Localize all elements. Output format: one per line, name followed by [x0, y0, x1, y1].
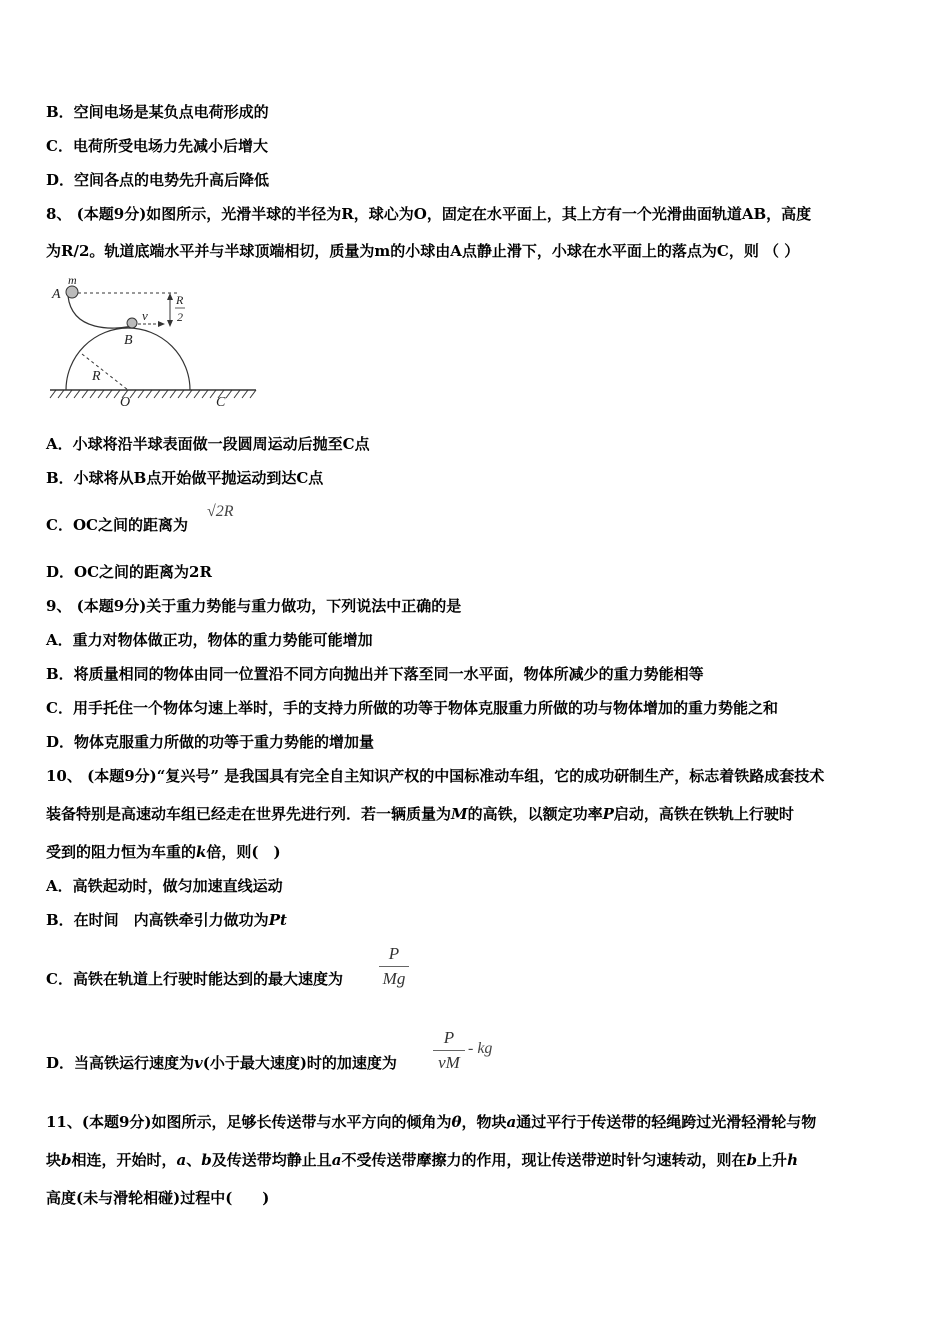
q11-theta: θ — [451, 1113, 462, 1131]
q10-option-c: C．高铁在轨道上行驶时能达到的最大速度为 — [46, 970, 343, 988]
q10-option-d-a: D．当高铁运行速度为 — [46, 1054, 195, 1072]
q11-stem1b: ，物块 — [461, 1113, 507, 1131]
q10-stem-line1: 10、 (本题9分)“复兴号” 是我国具有完全自主知识产权的中国标准动车组，它的成功研制生产，标志着铁路成套技术 — [46, 767, 825, 785]
fig-label-half-num: R — [176, 293, 184, 307]
fig-label-c: C — [216, 395, 226, 408]
q10-stem-line2 — [46, 804, 794, 824]
q10-option-c-num: P — [388, 944, 400, 963]
q8-figure — [44, 272, 264, 408]
fig-label-v: v — [142, 308, 148, 323]
q8-stem-line1: 8、 (本题9分)如图所示，光滑半球的半径为R，球心为O，固定在水平面上，其上方有一个光滑曲面轨道AB，高度 — [46, 205, 812, 223]
q10-option-b-text: B．在时间 内高铁牵引力做功为 — [46, 911, 269, 929]
q11-a3: a — [331, 1151, 342, 1169]
q10-var-p: P — [602, 805, 614, 823]
fig-label-a: A — [52, 287, 61, 302]
q11-b1: b — [61, 1151, 72, 1169]
q9-option-d: D．物体克服重力所做的功等于重力势能的增加量 — [46, 733, 375, 751]
q7-option-d: D．空间各点的电势先升高后降低 — [46, 171, 270, 189]
fig-label-r: R — [92, 369, 101, 384]
q10-stem-line3 — [46, 842, 281, 862]
q11-stem2c: 、 — [186, 1151, 202, 1169]
q10-stem2a: 装备特别是高速动车组已经走在世界先进行列．若一辆质量为 — [46, 805, 452, 823]
fig-label-m: m — [68, 273, 77, 287]
q10-option-d — [46, 1053, 397, 1073]
fig-label-o: O — [120, 395, 131, 408]
q10-stem3a: 受到的阻力恒为车重的 — [46, 843, 197, 861]
q11-stem2f: 上升 — [757, 1151, 788, 1169]
q11-stem2a: 块 — [46, 1151, 62, 1169]
q8-option-b: B．小球将从B点开始做平抛运动到达C点 — [46, 469, 324, 487]
q8-option-a: A．小球将沿半球表面做一段圆周运动后抛至C点 — [46, 435, 370, 453]
q7-option-b: B．空间电场是某负点电荷形成的 — [46, 103, 269, 121]
q8-stem-line2: 为R/2。轨道底端水平并与半球顶端相切，质量为m的小球由A点静止滑下，小球在水平面上的落点为C，则 （ ） — [46, 242, 800, 260]
q10-stem3b: 倍，则( ) — [206, 843, 281, 861]
q10-option-d-den: vM — [438, 1053, 460, 1072]
q10-stem2c: 启动，高铁在铁轨上行驶时 — [613, 805, 794, 823]
fig-label-b: B — [124, 333, 133, 348]
q11-stem-line1 — [46, 1112, 816, 1132]
q11-stem-line2 — [46, 1150, 798, 1170]
q8-option-d: D．OC之间的距离为2R — [46, 563, 212, 581]
q11-stem-line3: 高度(未与滑轮相碰)过程中( ) — [46, 1189, 270, 1207]
q10-option-c-den: Mg — [382, 969, 406, 988]
q10-var-k: k — [196, 843, 207, 861]
q10-option-b — [46, 910, 287, 930]
q10-option-d-fraction — [433, 1028, 465, 1073]
q10-option-a: A．高铁起动时，做匀加速直线运动 — [46, 877, 283, 895]
q11-h: h — [787, 1151, 798, 1169]
q11-a2: a — [176, 1151, 187, 1169]
q10-var-m: M — [451, 805, 468, 823]
q10-option-d-num: P — [443, 1028, 455, 1047]
q11-stem2e: 不受传送带摩擦力的作用，现让传送带逆时针匀速转动，则在 — [341, 1151, 747, 1169]
q11-b3: b — [746, 1151, 758, 1169]
q9-stem: 9、 (本题9分)关于重力势能与重力做功，下列说法中正确的是 — [46, 597, 462, 615]
q11-stem1c: 通过平行于传送带的轻绳跨过光滑轻滑轮与物 — [516, 1113, 817, 1131]
q10-option-d-b: (小于最大速度)时的加速度为 — [202, 1054, 397, 1072]
fig-label-half-den: 2 — [177, 310, 183, 324]
q9-option-b: B．将质量相同的物体由同一位置沿不同方向抛出并下落至同一水平面，物体所减少的重力势能相等 — [46, 665, 704, 683]
q10-stem2b: 的高铁，以额定功率 — [467, 805, 603, 823]
q9-option-a: A．重力对物体做正功，物体的重力势能可能增加 — [46, 631, 373, 649]
q10-option-d-tail: - kg — [468, 1040, 493, 1057]
q11-stem1a: 11、(本题9分)如图所示，足够长传送带与水平方向的倾角为 — [46, 1113, 452, 1131]
q7-option-c: C．电荷所受电场力先减小后增大 — [46, 137, 268, 155]
q11-stem2b: 相连，开始时， — [71, 1151, 177, 1169]
q9-option-c: C．用手托住一个物体匀速上举时，手的支持力所做的功等于物体克服重力所做的功与物体增加的重力势能之和 — [46, 699, 778, 717]
q10-option-d-v: v — [194, 1054, 203, 1072]
q11-b2: b — [201, 1151, 212, 1169]
q11-stem2d: 及传送带均静止且 — [211, 1151, 332, 1169]
q11-a1: a — [506, 1113, 517, 1131]
q10-option-b-math: Pt — [268, 911, 287, 929]
q8-option-c-math: √2R — [207, 503, 234, 520]
q8-option-c: C．OC之间的距离为 — [46, 516, 188, 534]
q10-option-c-fraction — [379, 944, 409, 989]
